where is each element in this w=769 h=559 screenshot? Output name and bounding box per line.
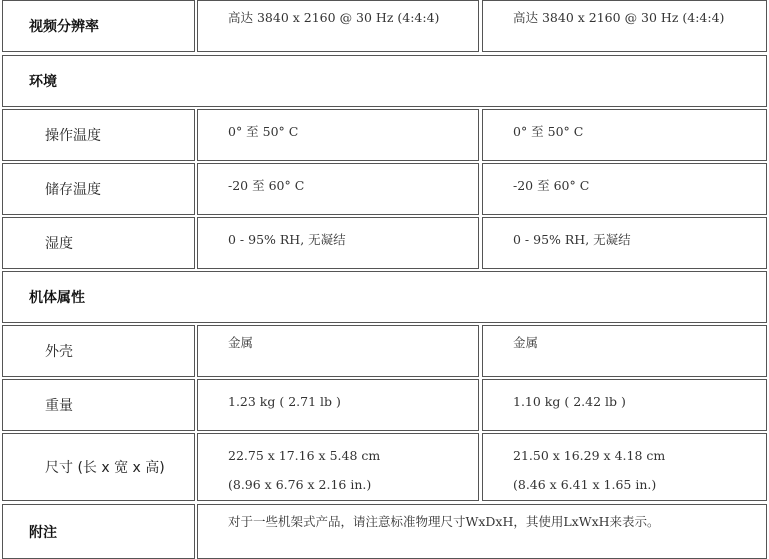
label-humidity: 湿度 xyxy=(2,217,195,269)
value-operating-temperature-model-1: 0° 至 50° C xyxy=(197,109,479,161)
label-video-resolution: 视频分辨率 xyxy=(2,0,195,52)
dimensions-metric-model-2: 21.50 x 16.29 x 4.18 cm xyxy=(513,448,666,463)
value-storage-temperature-model-1: -20 至 60° C xyxy=(197,163,479,215)
value-humidity-model-1: 0 - 95% RH, 无凝结 xyxy=(197,217,479,269)
label-weight: 重量 xyxy=(2,379,195,431)
value-notes: 对于一些机架式产品，请注意标准物理尺寸WxDxH，其使用LxWxH来表示。 xyxy=(197,504,767,559)
value-humidity-model-2: 0 - 95% RH, 无凝结 xyxy=(482,217,767,269)
dimensions-imperial-model-2: (8.46 x 6.41 x 1.65 in.) xyxy=(513,477,657,492)
value-dimensions-model-1 xyxy=(197,433,479,501)
value-housing-model-1: 金属 xyxy=(197,325,479,377)
label-notes: 附注 xyxy=(2,504,195,559)
dimensions-metric-model-1: 22.75 x 17.16 x 5.48 cm xyxy=(228,448,381,463)
section-environment: 环境 xyxy=(2,55,767,107)
value-storage-temperature-model-2: -20 至 60° C xyxy=(482,163,767,215)
value-operating-temperature-model-2: 0° 至 50° C xyxy=(482,109,767,161)
label-storage-temperature: 储存温度 xyxy=(2,163,195,215)
label-housing: 外壳 xyxy=(2,325,195,377)
label-dimensions: 尺寸 (长 x 宽 x 高) xyxy=(2,433,195,501)
label-operating-temperature: 操作温度 xyxy=(2,109,195,161)
value-video-resolution-model-2: 高达 3840 x 2160 @ 30 Hz (4:4:4) xyxy=(482,0,767,52)
value-weight-model-1: 1.23 kg ( 2.71 lb ) xyxy=(197,379,479,431)
value-housing-model-2: 金属 xyxy=(482,325,767,377)
dimensions-imperial-model-1: (8.96 x 6.76 x 2.16 in.) xyxy=(228,477,372,492)
value-weight-model-2: 1.10 kg ( 2.42 lb ) xyxy=(482,379,767,431)
section-physical-properties: 机体属性 xyxy=(2,271,767,323)
value-video-resolution-model-1: 高达 3840 x 2160 @ 30 Hz (4:4:4) xyxy=(197,0,479,52)
value-dimensions-model-2 xyxy=(482,433,767,501)
